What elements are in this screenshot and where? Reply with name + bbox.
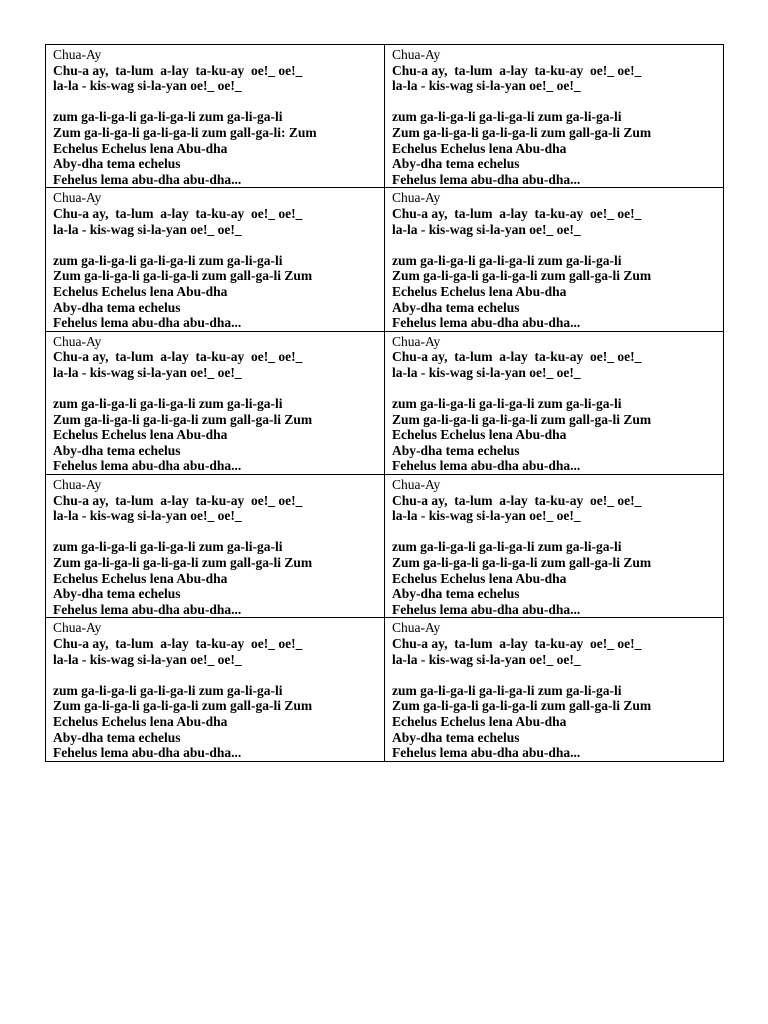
lyric-line: Aby-dha tema echelus <box>392 729 520 745</box>
lyric-line: Echelus Echelus lena Abu-dha <box>392 713 567 729</box>
lyric-line: Echelus Echelus lena Abu-dha <box>53 427 228 443</box>
card-row <box>46 45 724 188</box>
lyric-line: Chu-a ay, ta-lum a-lay ta-ku-ay oe!_ oe!_ <box>392 635 642 651</box>
lyrics-card <box>385 45 724 188</box>
lyric-line: Aby-dha tema echelus <box>392 156 520 172</box>
lyrics-card <box>46 45 385 188</box>
lyric-line: zum ga-li-ga-li ga-li-ga-li zum ga-li-ga-li <box>53 252 283 268</box>
lyric-line: Zum ga-li-ga-li ga-li-ga-li zum gall-ga-li: Zum <box>53 124 317 140</box>
lyrics-card <box>46 188 385 331</box>
card-title: Chua-Ay <box>392 620 441 636</box>
card-title: Chua-Ay <box>53 333 102 349</box>
lyric-line: Chu-a ay, ta-lum a-lay ta-ku-ay oe!_ oe!_ <box>53 492 303 508</box>
stanza-gap <box>392 667 717 683</box>
lyrics-card <box>46 475 385 618</box>
lyric-line: Fehelus lema abu-dha abu-dha... <box>53 601 242 617</box>
lyrics-card <box>385 188 724 331</box>
stanza-gap <box>392 237 717 253</box>
lyric-line: Fehelus lema abu-dha abu-dha... <box>53 315 242 331</box>
lyric-line: Echelus Echelus lena Abu-dha <box>392 283 567 299</box>
lyric-line: Chu-a ay, ta-lum a-lay ta-ku-ay oe!_ oe!_ <box>392 205 642 221</box>
stanza-gap <box>53 237 378 253</box>
lyric-line: Echelus Echelus lena Abu-dha <box>53 140 228 156</box>
lyric-line: la-la - kis-wag si-la-yan oe!_ oe!_ <box>392 651 581 667</box>
lyric-line: Fehelus lema abu-dha abu-dha... <box>392 601 581 617</box>
lyric-line: Fehelus lema abu-dha abu-dha... <box>392 745 581 761</box>
card-title: Chua-Ay <box>53 47 102 62</box>
lyric-line: la-la - kis-wag si-la-yan oe!_ oe!_ <box>392 508 581 524</box>
lyric-line: Fehelus lema abu-dha abu-dha... <box>53 745 242 761</box>
lyric-line: Zum ga-li-ga-li ga-li-ga-li zum gall-ga-li Zum <box>392 698 652 714</box>
card-row <box>46 331 724 474</box>
lyric-line: la-la - kis-wag si-la-yan oe!_ oe!_ <box>53 364 242 380</box>
lyric-line: Fehelus lema abu-dha abu-dha... <box>392 171 581 187</box>
lyric-line: la-la - kis-wag si-la-yan oe!_ oe!_ <box>53 508 242 524</box>
lyric-line: Zum ga-li-ga-li ga-li-ga-li zum gall-ga-li Zum <box>392 268 652 284</box>
stanza-gap <box>392 94 717 110</box>
card-title: Chua-Ay <box>53 477 102 493</box>
lyric-line: Chu-a ay, ta-lum a-lay ta-ku-ay oe!_ oe!_ <box>53 349 303 365</box>
lyric-line: Zum ga-li-ga-li ga-li-ga-li zum gall-ga-li Zum <box>392 555 652 570</box>
card-row <box>46 188 724 331</box>
card-title: Chua-Ay <box>53 190 102 206</box>
lyric-line: Chu-a ay, ta-lum a-lay ta-ku-ay oe!_ oe!_ <box>53 62 303 78</box>
lyric-line: Chu-a ay, ta-lum a-lay ta-ku-ay oe!_ oe!_ <box>53 205 303 221</box>
lyric-line: Echelus Echelus lena Abu-dha <box>53 713 228 729</box>
lyric-line: Aby-dha tema echelus <box>53 156 181 172</box>
stanza-gap <box>392 524 717 540</box>
lyrics-card <box>385 618 724 761</box>
stanza-gap <box>53 667 378 683</box>
lyric-line: zum ga-li-ga-li ga-li-ga-li zum ga-li-ga-li <box>53 682 283 698</box>
lyric-line: Fehelus lema abu-dha abu-dha... <box>392 458 581 474</box>
stanza-gap <box>392 380 717 396</box>
lyric-line: zum ga-li-ga-li ga-li-ga-li zum ga-li-ga-li <box>392 682 622 698</box>
card-title: Chua-Ay <box>392 477 441 493</box>
lyric-line: la-la - kis-wag si-la-yan oe!_ oe!_ <box>392 221 581 237</box>
lyric-line: Zum ga-li-ga-li ga-li-ga-li zum gall-ga-li Zum <box>392 411 652 427</box>
lyric-line: Zum ga-li-ga-li ga-li-ga-li zum gall-ga-li Zum <box>53 268 313 284</box>
lyrics-card <box>46 331 385 474</box>
lyric-line: la-la - kis-wag si-la-yan oe!_ oe!_ <box>53 651 242 667</box>
lyric-line: zum ga-li-ga-li ga-li-ga-li zum ga-li-ga-li <box>392 252 622 268</box>
lyric-line: Echelus Echelus lena Abu-dha <box>392 427 567 443</box>
lyric-line: Zum ga-li-ga-li ga-li-ga-li zum gall-ga-li Zum <box>53 555 313 570</box>
lyric-line: Fehelus lema abu-dha abu-dha... <box>53 458 242 474</box>
lyric-line: zum ga-li-ga-li ga-li-ga-li zum ga-li-ga-li <box>53 396 283 412</box>
card-title: Chua-Ay <box>392 190 441 206</box>
lyric-line: Chu-a ay, ta-lum a-lay ta-ku-ay oe!_ oe!_ <box>392 62 642 78</box>
lyric-line: la-la - kis-wag si-la-yan oe!_ oe!_ <box>392 364 581 380</box>
lyric-line: zum ga-li-ga-li ga-li-ga-li zum ga-li-ga-li <box>53 539 283 555</box>
lyric-line: Aby-dha tema echelus <box>53 299 181 315</box>
lyrics-card-grid <box>45 44 724 762</box>
lyric-line: Chu-a ay, ta-lum a-lay ta-ku-ay oe!_ oe!_ <box>392 349 642 365</box>
lyric-line: Fehelus lema abu-dha abu-dha... <box>53 171 242 187</box>
card-row <box>46 618 724 761</box>
lyric-line: Aby-dha tema echelus <box>392 299 520 315</box>
lyric-line: Aby-dha tema echelus <box>53 442 181 458</box>
card-title: Chua-Ay <box>53 620 102 636</box>
lyric-line: Echelus Echelus lena Abu-dha <box>53 283 228 299</box>
lyric-line: Echelus Echelus lena Abu-dha <box>392 570 567 586</box>
lyric-line: Aby-dha tema echelus <box>392 442 520 458</box>
lyric-line: la-la - kis-wag si-la-yan oe!_ oe!_ <box>392 78 581 94</box>
lyric-line: zum ga-li-ga-li ga-li-ga-li zum ga-li-ga-li <box>392 396 622 412</box>
lyrics-card <box>46 618 385 761</box>
lyric-line: Zum ga-li-ga-li ga-li-ga-li zum gall-ga-li Zum <box>53 411 313 427</box>
lyric-line: Zum ga-li-ga-li ga-li-ga-li zum gall-ga-li Zum <box>392 124 652 140</box>
lyric-line: Chu-a ay, ta-lum a-lay ta-ku-ay oe!_ oe!_ <box>392 492 642 508</box>
lyric-line: zum ga-li-ga-li ga-li-ga-li zum ga-li-ga-li <box>392 109 622 125</box>
lyric-line: Aby-dha tema echelus <box>53 586 181 602</box>
lyric-line: Aby-dha tema echelus <box>392 586 520 602</box>
lyric-line: Aby-dha tema echelus <box>53 729 181 745</box>
lyric-line: Echelus Echelus lena Abu-dha <box>392 140 567 156</box>
lyric-line: Chu-a ay, ta-lum a-lay ta-ku-ay oe!_ oe!_ <box>53 635 303 651</box>
lyrics-card <box>385 331 724 474</box>
stanza-gap <box>53 380 378 396</box>
card-title: Chua-Ay <box>392 333 441 349</box>
lyric-line: la-la - kis-wag si-la-yan oe!_ oe!_ <box>53 78 242 94</box>
lyrics-card <box>385 475 724 618</box>
lyric-line: zum ga-li-ga-li ga-li-ga-li zum ga-li-ga-li <box>53 109 283 125</box>
stanza-gap <box>53 94 378 110</box>
lyric-line: Fehelus lema abu-dha abu-dha... <box>392 315 581 331</box>
lyric-line: zum ga-li-ga-li ga-li-ga-li zum ga-li-ga-li <box>392 539 622 555</box>
lyric-line: Zum ga-li-ga-li ga-li-ga-li zum gall-ga-li Zum <box>53 698 313 714</box>
card-title: Chua-Ay <box>392 47 441 62</box>
stanza-gap <box>53 524 378 540</box>
lyric-line: Echelus Echelus lena Abu-dha <box>53 570 228 586</box>
card-row <box>46 475 724 618</box>
lyric-line: la-la - kis-wag si-la-yan oe!_ oe!_ <box>53 221 242 237</box>
